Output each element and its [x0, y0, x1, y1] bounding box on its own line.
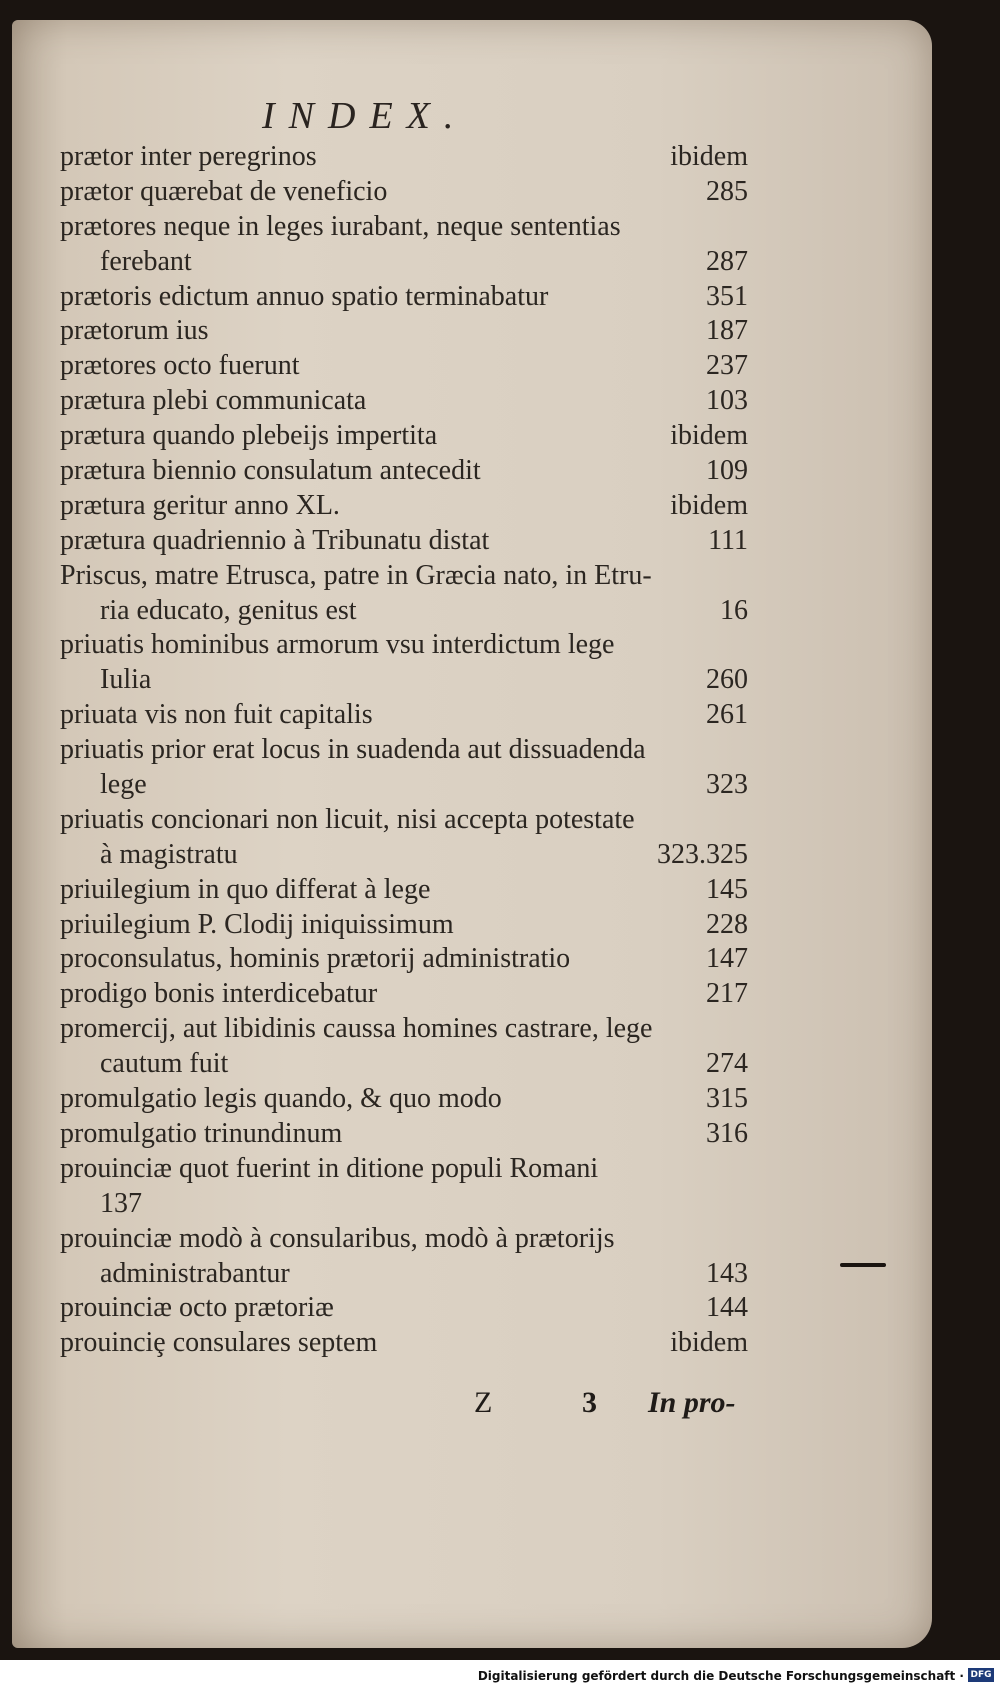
- entry-page-ref: 143: [706, 1257, 748, 1289]
- entry-text: prætura quando plebeijs impertita: [60, 420, 438, 452]
- index-entry: [60, 1047, 748, 1082]
- entry-text: Priscus, matre Etrusca, patre in Græcia nato, in Etru-: [60, 559, 652, 591]
- index-entry: [60, 1012, 748, 1047]
- entry-text: promercij, aut libidinis caussa homines castrare, lege: [60, 1013, 653, 1045]
- entry-text: prætores neque in leges iurabant, neque sententias: [60, 210, 621, 242]
- index-entry: [60, 140, 748, 175]
- entry-text: prætura geritur anno XL.: [60, 489, 340, 521]
- entry-page-ref: 261: [706, 699, 748, 731]
- index-entry: [60, 977, 748, 1012]
- entry-page-ref: 217: [706, 978, 748, 1010]
- index-entry: [60, 1326, 748, 1361]
- entry-page-ref: ibidem: [670, 420, 748, 452]
- index-entry: [60, 1291, 748, 1326]
- index-entry: [60, 803, 748, 838]
- index-entry: [60, 559, 748, 594]
- index-entry: [60, 1187, 748, 1222]
- entry-page-ref: 316: [706, 1117, 748, 1149]
- index-entry: [60, 663, 748, 698]
- entry-page-ref: ibidem: [670, 489, 748, 521]
- entry-text: prætura biennio consulatum antecedit: [60, 455, 481, 487]
- entry-page-ref: 315: [706, 1083, 748, 1115]
- index-entry: [60, 942, 748, 977]
- entry-text: priuatis hominibus armorum vsu interdictum lege: [60, 629, 615, 661]
- index-entry: [60, 175, 748, 210]
- entry-text: prouinciȩ consulares septem: [60, 1327, 378, 1359]
- entry-page-ref: 260: [706, 664, 748, 696]
- margin-mark: [840, 1263, 886, 1267]
- entry-page-ref: ibidem: [670, 141, 748, 172]
- index-entry: [60, 1222, 748, 1257]
- entry-text: prætorum ius: [60, 315, 209, 347]
- entry-text: prætura plebi communicata: [60, 385, 367, 417]
- entry-page-ref: 187: [706, 315, 748, 347]
- index-entry: [60, 454, 748, 489]
- entry-page-ref: ibidem: [670, 1327, 748, 1359]
- entry-page-ref: 103: [706, 385, 748, 417]
- entry-page-ref: 111: [708, 524, 748, 556]
- index-entry: [60, 594, 748, 629]
- digitization-footer: [0, 1660, 1000, 1691]
- entry-text: priuilegium P. Clodij iniquissimum: [60, 908, 454, 940]
- entry-text: promulgatio trinundinum: [60, 1117, 343, 1149]
- index-entry: [60, 733, 748, 768]
- entry-text: prætores octo fuerunt: [60, 350, 300, 382]
- entry-text: prætor quærebat de veneficio: [60, 175, 388, 207]
- entry-text: prouinciæ modò à consularibus, modò à prætorijs: [60, 1222, 615, 1254]
- running-head: INDEX.: [262, 95, 468, 137]
- index-entry: [60, 280, 748, 315]
- entry-text: priuata vis non fuit capitalis: [60, 699, 373, 731]
- entry-text: priuatis prior erat locus in suadenda aut dissuadenda: [60, 734, 646, 766]
- signature-number: 3: [582, 1386, 597, 1419]
- index-entry: [60, 698, 748, 733]
- index-entry: [60, 1257, 748, 1292]
- index-entry: [60, 314, 748, 349]
- footer-credit: Digitalisierung gefördert durch die Deutsche Forschungsgemeinschaft ·: [477, 1669, 964, 1683]
- index-entry: [60, 873, 748, 908]
- index-entry: [60, 489, 748, 524]
- entry-page-ref: 287: [706, 245, 748, 277]
- entry-text: ria educato, genitus est: [100, 594, 357, 626]
- index-entry: [60, 524, 748, 559]
- index-entry: [60, 384, 748, 419]
- entry-text: lege: [100, 769, 147, 801]
- entry-page-ref: 323.325: [657, 838, 748, 870]
- entry-text: prouinciæ quot fuerint in ditione populi Romani: [60, 1152, 599, 1184]
- entry-page-ref: 351: [706, 280, 748, 312]
- index-entry: [60, 768, 748, 803]
- entry-text: prætoris edictum annuo spatio terminabatur: [60, 280, 549, 312]
- entry-page-ref: 237: [706, 350, 748, 382]
- entry-text: prætor inter peregrinos: [60, 141, 317, 172]
- index-entry: [60, 1082, 748, 1117]
- entry-text: priuilegium in quo differat à lege: [60, 873, 431, 905]
- entry-text: promulgatio legis quando, & quo modo: [60, 1083, 502, 1115]
- entry-text: prouinciæ octo prætoriæ: [60, 1292, 334, 1324]
- index-entry: [60, 349, 748, 384]
- index-entry: [60, 838, 748, 873]
- dfg-logo: DFG: [968, 1668, 994, 1682]
- entry-text: cautum fuit: [100, 1048, 229, 1080]
- entry-text: Iulia: [100, 664, 152, 696]
- entry-text: 137: [100, 1187, 142, 1219]
- index-entry: [60, 245, 748, 280]
- index-entry: [60, 419, 748, 454]
- index-entries: [60, 140, 748, 1361]
- entry-page-ref: 109: [706, 455, 748, 487]
- entry-page-ref: 147: [706, 943, 748, 975]
- entry-text: proconsulatus, hominis prætorij administratio: [60, 943, 571, 975]
- index-entry: [60, 1152, 748, 1187]
- entry-page-ref: 145: [706, 873, 748, 905]
- entry-page-ref: 274: [706, 1048, 748, 1080]
- index-entry: [60, 210, 748, 245]
- catchword: In pro-: [648, 1386, 736, 1419]
- entry-text: prætura quadriennio à Tribunatu distat: [60, 524, 490, 556]
- entry-page-ref: 228: [706, 908, 748, 940]
- entry-page-ref: 285: [706, 175, 748, 207]
- entry-text: à magistratu: [100, 838, 238, 870]
- entry-text: priuatis concionari non licuit, nisi accepta potestate: [60, 803, 635, 835]
- signature-letter: Z: [474, 1386, 493, 1419]
- entry-page-ref: 16: [720, 594, 748, 626]
- index-entry: [60, 628, 748, 663]
- entry-text: prodigo bonis interdicebatur: [60, 978, 378, 1010]
- index-entry: [60, 1117, 748, 1152]
- entry-page-ref: 144: [706, 1292, 748, 1324]
- entry-page-ref: 323: [706, 769, 748, 801]
- entry-text: ferebant: [100, 245, 192, 277]
- index-entry: [60, 908, 748, 943]
- entry-text: administrabantur: [100, 1257, 290, 1289]
- book-page: [12, 20, 932, 1648]
